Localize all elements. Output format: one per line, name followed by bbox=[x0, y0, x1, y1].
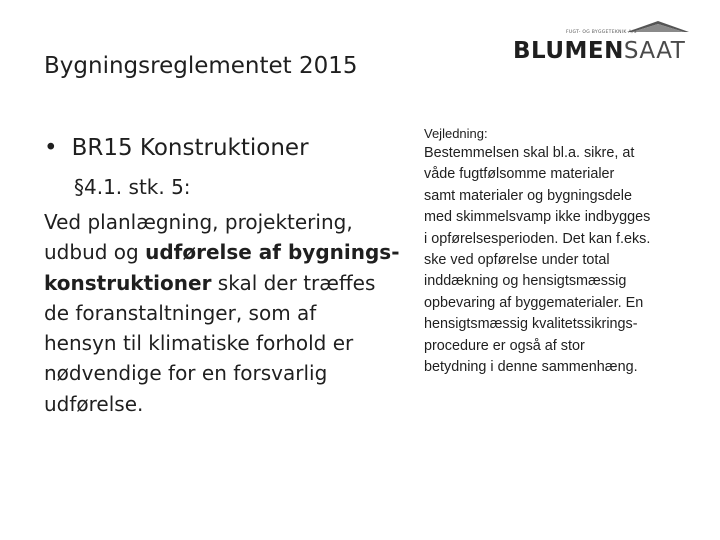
guidance-line: i opførelsesperioden. Det kan f.eks. bbox=[424, 230, 651, 247]
guidance-box bbox=[424, 124, 716, 378]
body-segment: udførelse. bbox=[44, 391, 144, 416]
body-paragraph bbox=[44, 207, 424, 419]
guidance-line: samt materialer og bygningsdele bbox=[424, 187, 632, 204]
guidance-line: procedure er også af stor bbox=[424, 337, 585, 354]
guidance-label: Vejledning: bbox=[424, 126, 488, 141]
body-line bbox=[44, 298, 424, 328]
company-logo bbox=[510, 18, 695, 68]
body-line bbox=[44, 328, 424, 358]
guidance-line: Bestemmelsen skal bl.a. sikre, at bbox=[424, 145, 635, 161]
body-line bbox=[44, 389, 424, 419]
body-line bbox=[44, 268, 424, 298]
guidance-line: opbevaring af byggematerialer. En bbox=[424, 294, 644, 311]
bullet-item bbox=[44, 135, 309, 161]
logo-wordmark bbox=[513, 40, 685, 63]
logo-tagline: FUGT- OG BYGGETEKNIK A/S bbox=[566, 30, 637, 35]
body-segment: hensyn til klimatiske forhold er bbox=[44, 331, 354, 356]
guidance-line: inddækning og hensigtsmæssig bbox=[424, 273, 627, 290]
body-bold-segment: konstruktioner bbox=[44, 270, 212, 295]
body-line bbox=[44, 237, 424, 267]
logo-word-part2: SAAT bbox=[623, 38, 686, 64]
body-segment: Ved planlægning, projektering, bbox=[44, 210, 353, 234]
body-line bbox=[44, 358, 424, 388]
body-segment: udbud og bbox=[44, 240, 146, 265]
logo-word-part1: BLUMEN bbox=[513, 38, 624, 64]
guidance-line: hensigtsmæssig kvalitetssikrings- bbox=[424, 316, 638, 333]
guidance-line: med skimmelsvamp ikke indbygges bbox=[424, 209, 651, 226]
guidance-line: ske ved opførelse under total bbox=[424, 252, 610, 269]
slide-title: Bygningsreglementet 2015 bbox=[44, 53, 358, 79]
body-segment: skal der træffes bbox=[211, 270, 376, 295]
body-bold-segment: udførelse af bygnings- bbox=[145, 240, 400, 265]
guidance-text bbox=[424, 143, 716, 378]
body-line bbox=[44, 207, 424, 237]
bullet-text: BR15 Konstruktioner bbox=[71, 135, 309, 161]
guidance-line: betydning i denne sammenhæng. bbox=[424, 359, 638, 376]
section-reference: §4.1. stk. 5: bbox=[74, 175, 191, 199]
guidance-line: våde fugtfølsomme materialer bbox=[424, 166, 615, 183]
body-segment: de foranstaltninger, som af bbox=[44, 300, 317, 325]
bullet-symbol: • bbox=[44, 135, 58, 161]
body-segment: nødvendige for en forsvarlig bbox=[44, 361, 328, 386]
